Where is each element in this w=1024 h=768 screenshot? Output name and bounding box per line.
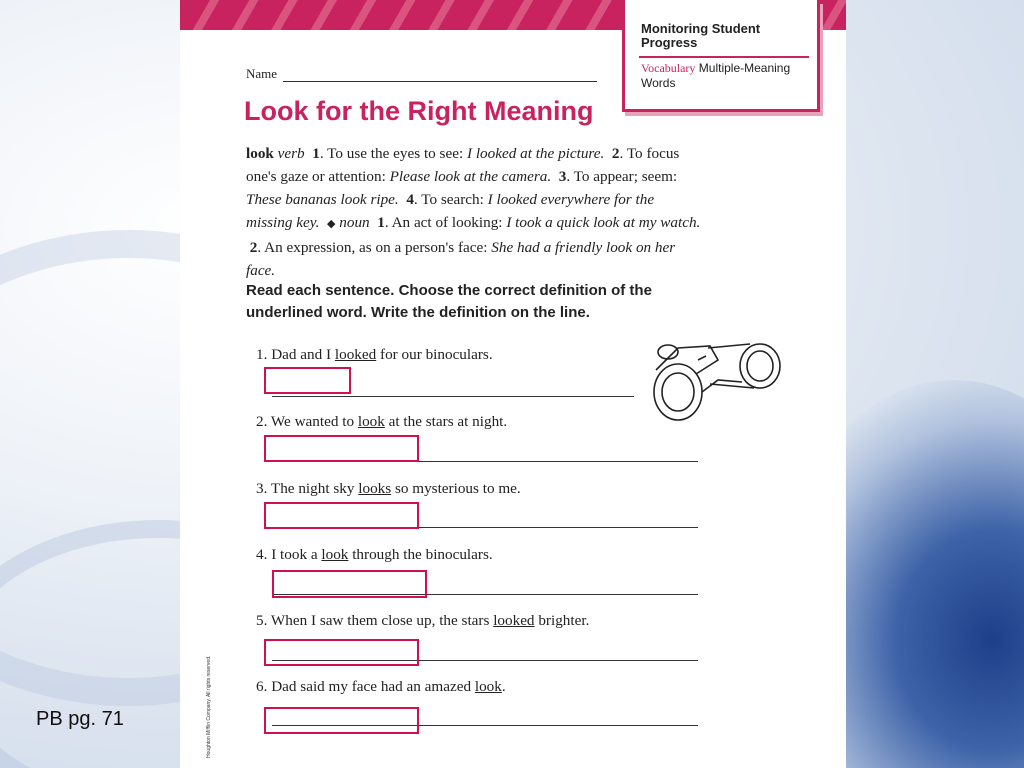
def-num: 3 [558,168,567,185]
question-text: Dad and I [271,346,335,363]
question-3 [256,480,521,498]
question-4 [256,546,493,564]
def-example: These bananas look ripe. [246,191,399,208]
question-5 [256,612,589,630]
def-num: 2 [611,145,620,162]
underlined-word: look [321,546,349,563]
question-number: 5. [256,612,268,629]
answer-box-4[interactable] [272,570,427,598]
box-divider [639,56,809,58]
def-text: . An expression, as on a person's face: [257,239,492,256]
underlined-word: looked [493,612,535,629]
def-example: I took a quick look at my watch. [506,214,701,231]
question-text: Dad said my face had an amazed [271,678,475,695]
underlined-word: looks [358,480,392,497]
pos-verb: verb [277,145,305,162]
binoculars-icon [638,330,786,426]
box-title: Monitoring Student Progress [641,21,761,50]
page-title: Look for the Right Meaning [244,96,594,126]
worksheet [180,0,846,768]
question-1 [256,346,493,364]
def-num: 1 [312,145,320,162]
def-num: 4 [406,191,414,208]
def-text: . To appear; seem: [566,168,678,185]
question-text: at the stars at night. [384,413,508,430]
question-text: for our binoculars. [376,346,493,363]
question-text: brighter. [534,612,590,629]
answer-box-3[interactable] [264,502,419,529]
def-example: Please look at the camera. [389,168,552,185]
def-text: . To use the eyes to see: [319,145,467,162]
name-row [246,66,597,82]
slide-page-label: PB pg. 71 [36,708,124,730]
question-text: so mysterious to me. [391,480,521,497]
answer-line-1 [272,396,634,397]
underlined-word: looked [334,346,377,363]
def-num: 2 [249,239,258,256]
instructions: Read each sentence. Choose the correct definition of the underlined word. Write the definition on the line. [246,282,652,321]
pos-noun: noun [339,214,370,231]
copyright-notice: Houghton Mifflin Company. All rights reserved. [206,655,212,758]
answer-box-6[interactable] [264,707,419,734]
question-text: . [501,678,506,695]
vocabulary-label: Vocabulary [641,61,696,75]
diamond-icon: ◆ [327,218,336,230]
answer-box-2[interactable] [264,435,419,462]
question-number: 3. [256,480,268,497]
box-subtitle [641,61,816,91]
name-line[interactable] [283,69,597,82]
def-example: I looked everywhere for the missing key. [246,191,655,231]
name-label: Name [246,66,278,81]
question-number: 4. [256,546,268,563]
question-text: We wanted to [270,413,358,430]
def-text: . An act of looking: [384,214,507,231]
monitoring-progress-box [622,0,820,112]
def-num: 1 [377,214,385,231]
question-text: The night sky [270,480,359,497]
question-6 [256,678,506,696]
question-text: I took a [271,546,322,563]
def-example: I looked at the picture. [466,145,605,162]
entry-word: look [246,145,274,162]
question-text: When I saw them close up, the stars [270,612,494,629]
def-text: . To focus one's gaze or attention: [246,145,680,185]
underlined-word: look [474,678,502,695]
answer-box-1[interactable] [264,367,351,394]
answer-box-5[interactable] [264,639,419,666]
def-text: . To search: [413,191,488,208]
question-number: 6. [256,678,268,695]
question-number: 1. [256,346,268,363]
box-subtitle-text: Multiple-Meaning Words [641,61,791,90]
question-text: through the binoculars. [348,546,493,563]
underlined-word: look [357,413,385,430]
dictionary-entry [246,142,702,282]
question-number: 2. [256,413,268,430]
def-example: She had a friendly look on her face. [246,239,676,279]
question-2 [256,413,507,431]
